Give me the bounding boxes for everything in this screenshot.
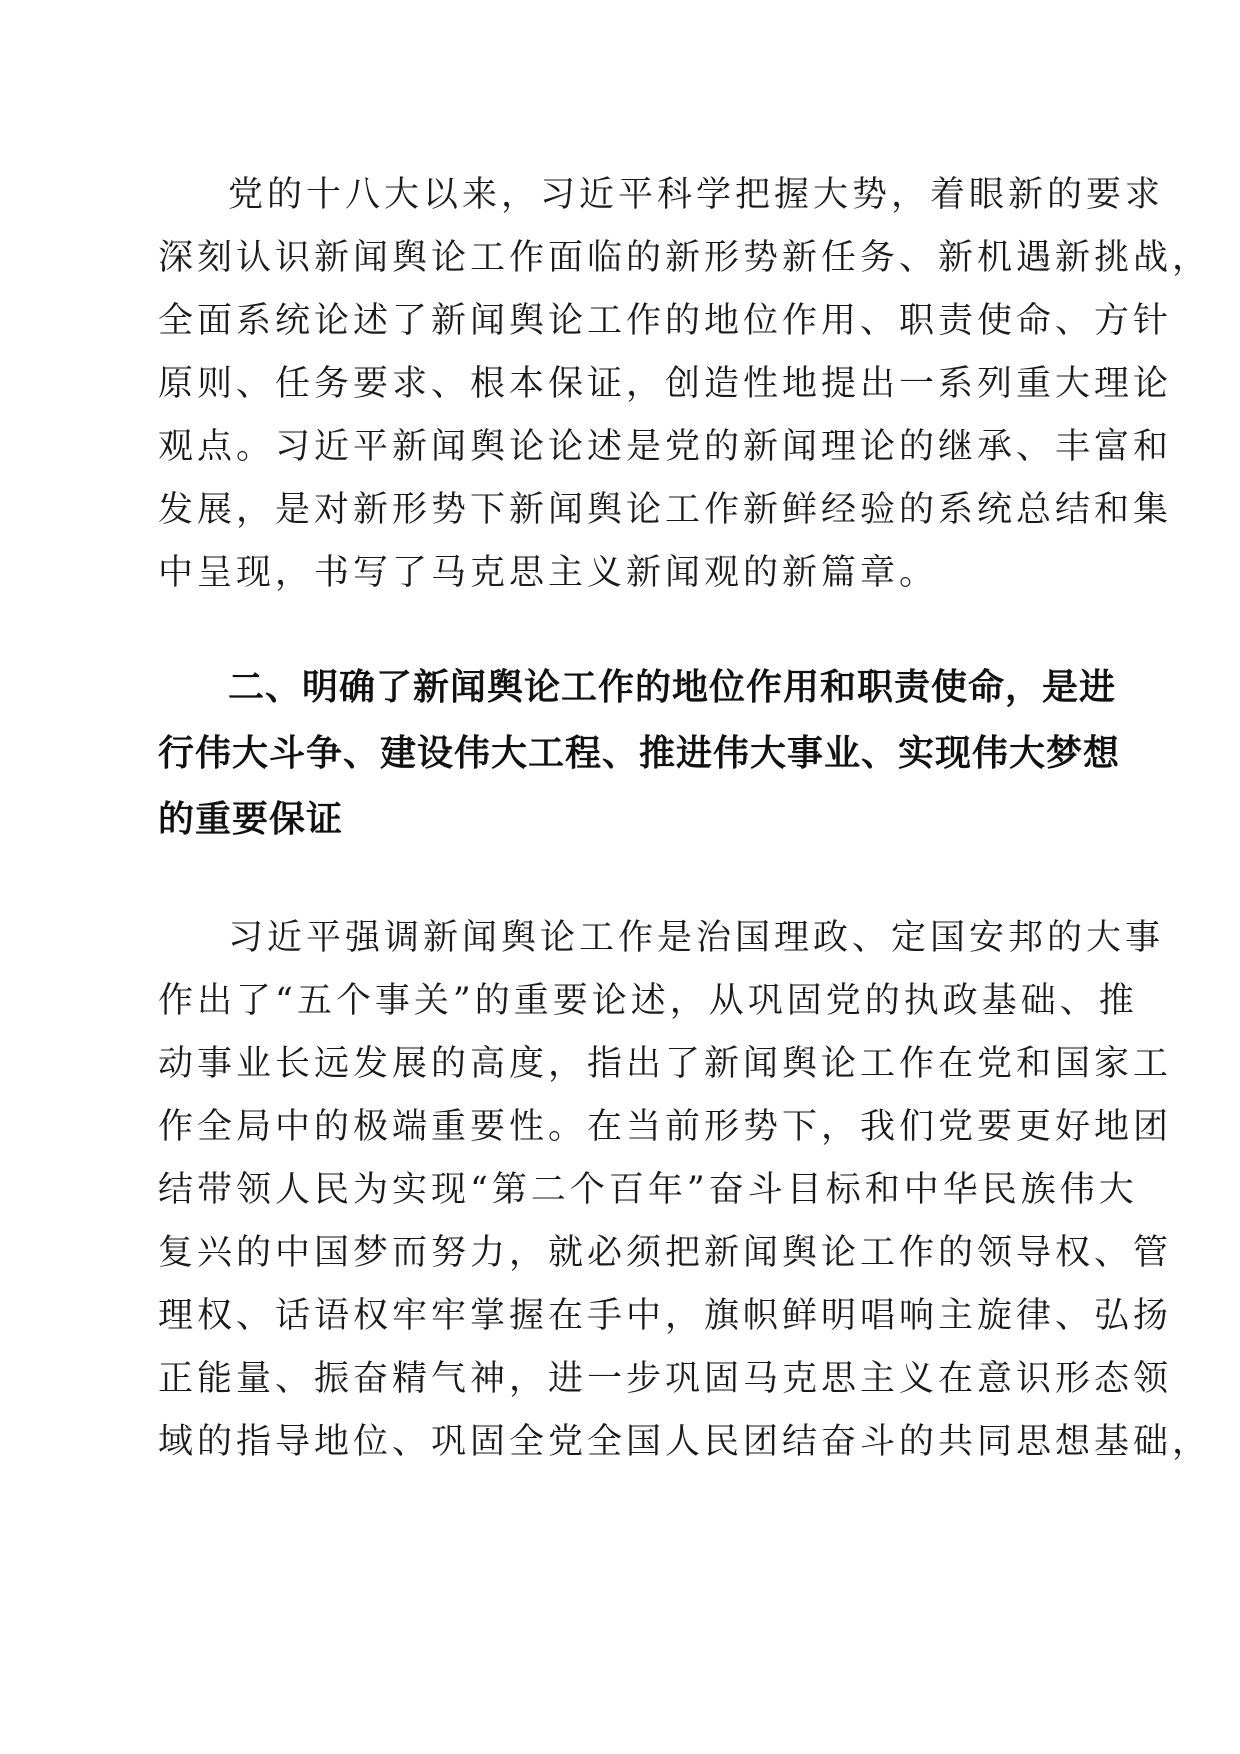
- paragraph-1-line: 观点。习近平新闻舆论论述是党的新闻理论的继承、丰富和: [158, 427, 1173, 467]
- paragraph-1-line: 全面系统论述了新闻舆论工作的地位作用、职责使命、方针: [158, 301, 1173, 341]
- paragraph-2-line: 作出了“五个事关”的重要论述，从巩固党的执政基础、推: [158, 981, 1138, 1021]
- section-heading-line: 的重要保证: [158, 799, 344, 840]
- paragraph-2-line: 域的指导地位、巩固全党全国人民团结奋斗的共同思想基础，: [158, 1422, 1212, 1462]
- paragraph-1-line: 深刻认识新闻舆论工作面临的新形势新任务、新机遇新挑战，: [158, 238, 1212, 278]
- paragraph-2-line: 动事业长远发展的高度，指出了新闻舆论工作在党和国家工: [158, 1044, 1173, 1084]
- paragraph-2-line: 作全局中的极端重要性。在当前形势下，我们党要更好地团: [158, 1107, 1173, 1147]
- section-heading-line: 行伟大斗争、建设伟大工程、推进伟大事业、实现伟大梦想: [158, 733, 1121, 774]
- paragraph-1-line: 发展，是对新形势下新闻舆论工作新鲜经验的系统总结和集: [158, 490, 1173, 530]
- paragraph-1-line: 中呈现，书写了马克思主义新闻观的新篇章。: [158, 553, 939, 593]
- paragraph-2-line: 复兴的中国梦而努力，就必须把新闻舆论工作的领导权、管: [158, 1233, 1173, 1273]
- paragraph-1-line: 原则、任务要求、根本保证，创造性地提出一系列重大理论: [158, 364, 1173, 404]
- paragraph-2-line: 理权、话语权牢牢掌握在手中，旗帜鲜明唱响主旋律、弘扬: [158, 1296, 1173, 1336]
- paragraph-2-line: 结带领人民为实现“第二个百年”奋斗目标和中华民族伟大: [158, 1170, 1138, 1210]
- paragraph-2-line: 习近平强调新闻舆论工作是治国理政、定国安邦的大事: [228, 918, 1165, 958]
- paragraph-1-line: 党的十八大以来，习近平科学把握大势，着眼新的要求: [228, 175, 1165, 215]
- paragraph-2-line: 正能量、振奋精气神，进一步巩固马克思主义在意识形态领: [158, 1359, 1173, 1399]
- section-heading-line: 二、明确了新闻舆论工作的地位作用和职责使命，是进: [228, 667, 1117, 708]
